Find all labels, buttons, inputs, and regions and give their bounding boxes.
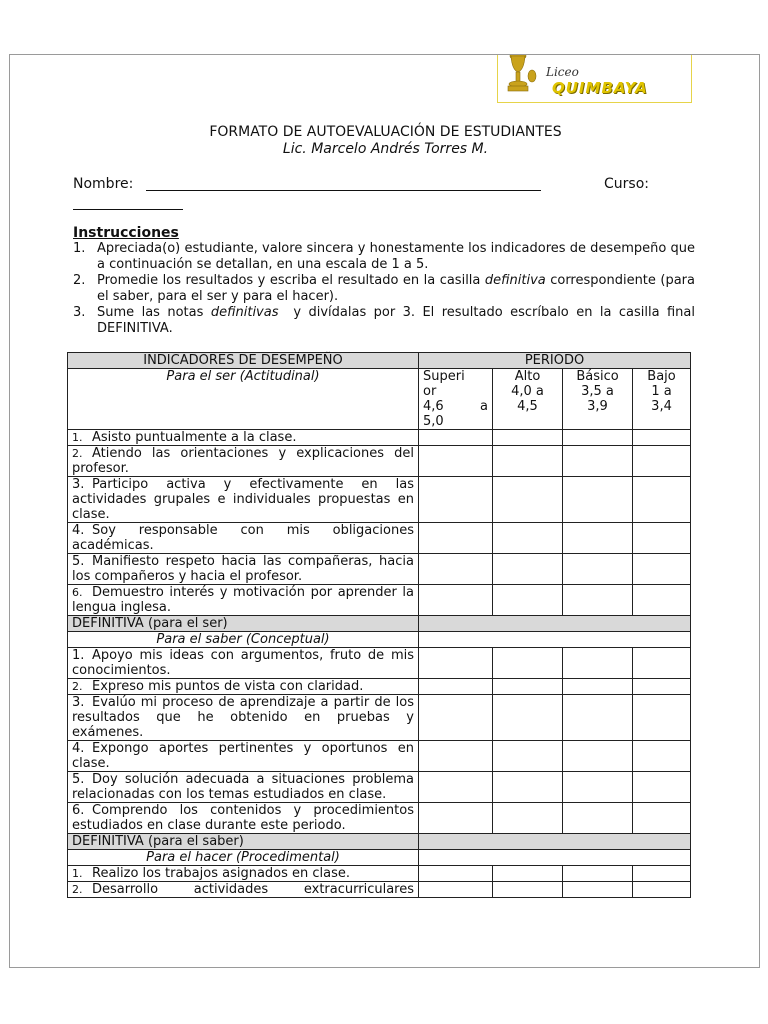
score-cell[interactable] [493,554,563,585]
score-cell[interactable] [633,866,691,882]
curso-label: Curso: [604,176,649,192]
score-cell[interactable] [563,679,633,695]
score-cell[interactable] [633,882,691,898]
score-cell[interactable] [633,523,691,554]
table-header-row [68,353,691,369]
instruction-item: 3. Sume las notas definitivas y divídalas por 3. El resultado escríbalo en la casilla final DEFINITIVA. [73,305,700,336]
table-row: 1. Realizo los trabajos asignados en clase. [68,866,691,882]
score-cell[interactable] [563,866,633,882]
score-cell[interactable] [633,430,691,446]
score-cell[interactable] [563,695,633,741]
score-cell[interactable] [493,882,563,898]
table-row: 3. Evalúo mi proceso de aprendizaje a partir de los resultados que he obtenido en pruebas y exámenes. [68,695,691,741]
score-cell[interactable] [493,585,563,616]
score-cell[interactable] [563,446,633,477]
score-cell[interactable] [419,554,493,585]
logo-text-small: Liceo [546,65,579,79]
grade-bajo: Bajo 1 a 3,4 [633,369,691,430]
section-row-saber [68,632,691,648]
table-row: 3. Participo activa y efectivamente en las actividades grupales e individuales propuestas en clase. [68,477,691,523]
grade-basico: Básico 3,5 a 3,9 [563,369,633,430]
page-subtitle: Lic. Marcelo Andrés Torres M. [282,141,489,157]
table-row: 4. Expongo aportes pertinentes y oportunos en clase. [68,741,691,772]
evaluation-table [67,352,691,898]
score-cell[interactable] [633,446,691,477]
score-cell[interactable] [563,882,633,898]
instructions-heading: Instrucciones [73,225,179,241]
definitiva-score-saber[interactable] [419,834,691,850]
score-cell[interactable] [419,866,493,882]
score-cell[interactable] [563,772,633,803]
score-cell[interactable] [633,695,691,741]
score-cell[interactable] [563,554,633,585]
score-cell[interactable] [419,741,493,772]
score-cell[interactable] [493,866,563,882]
instructions-list [73,241,700,337]
score-cell[interactable] [419,648,493,679]
score-cell[interactable] [563,477,633,523]
table-row: 2. Expreso mis puntos de vista con claridad. [68,679,691,695]
score-cell[interactable] [633,648,691,679]
score-cell[interactable] [563,585,633,616]
table-row: 4. Soy responsable con mis obligaciones académicas. [68,523,691,554]
table-row: 5. Manifiesto respeto hacia las compañeras, hacia los compañeros y hacia el profesor. [68,554,691,585]
score-cell[interactable] [563,803,633,834]
grade-superior: Superi or 4,6 a 5,0 [419,369,493,430]
table-row: 2. Atiendo las orientaciones y explicaciones del profesor. [68,446,691,477]
logo-text-big: QUIMBAYA [552,79,648,97]
instruction-item: 1. Apreciada(o) estudiante, valore sincera y honestamente los indicadores de desempeño que a continuación se detallan, en una escala de 1 a 5. [73,241,695,272]
grade-alto: Alto 4,0 a 4,5 [493,369,563,430]
score-cell[interactable] [493,523,563,554]
score-cell[interactable] [563,648,633,679]
score-cell[interactable] [633,585,691,616]
definitiva-label-ser: DEFINITIVA (para el ser) [68,616,419,632]
section-heading-ser: Para el ser (Actitudinal) [68,369,419,430]
score-cell[interactable] [493,741,563,772]
curso-field[interactable] [73,209,183,210]
table-row: 1. Apoyo mis ideas con argumentos, fruto de mis conocimientos. [68,648,691,679]
score-cell[interactable] [493,679,563,695]
table-row: 1. Asisto puntualmente a la clase. [68,430,691,446]
score-cell[interactable] [633,803,691,834]
score-cell[interactable] [633,741,691,772]
score-cell[interactable] [493,695,563,741]
score-cell[interactable] [493,648,563,679]
section-heading-hacer: Para el hacer (Procedimental) [68,850,419,866]
nombre-field[interactable] [146,190,541,191]
score-cell[interactable] [419,585,493,616]
score-cell[interactable] [419,446,493,477]
document-page [9,54,760,968]
score-cell[interactable] [493,430,563,446]
score-cell[interactable] [419,803,493,834]
table-row: 6. Comprendo los contenidos y procedimientos estudiados en clase durante este periodo. [68,803,691,834]
score-cell[interactable] [563,430,633,446]
score-cell[interactable] [493,446,563,477]
section-row-hacer [68,850,691,866]
nombre-label: Nombre: [73,176,134,192]
definitiva-row-ser [68,616,691,632]
score-cell[interactable] [419,882,493,898]
score-cell[interactable] [633,554,691,585]
score-cell[interactable] [419,772,493,803]
definitiva-score-ser[interactable] [419,616,691,632]
score-cell[interactable] [419,679,493,695]
definitiva-row-saber [68,834,691,850]
definitiva-label-saber: DEFINITIVA (para el saber) [68,834,419,850]
score-cell[interactable] [493,477,563,523]
table-row: 2. Desarrollo actividades extracurriculares [68,882,691,898]
score-cell[interactable] [419,477,493,523]
score-cell[interactable] [493,772,563,803]
score-cell[interactable] [563,523,633,554]
table-row: 6. Demuestro interés y motivación por aprender la lengua inglesa. [68,585,691,616]
score-cell[interactable] [563,741,633,772]
score-cell[interactable] [633,772,691,803]
score-cell[interactable] [419,523,493,554]
column-header-indicadores: INDICADORES DE DESEMPEÑO [68,353,419,369]
page-title: FORMATO DE AUTOEVALUACIÓN DE ESTUDIANTES [209,124,562,140]
grade-scale-row [68,369,691,430]
instruction-item: 2. Promedie los resultados y escriba el resultado en la casilla definitiva correspondiente (para el saber, para el ser y para el hacer). [73,273,695,304]
column-header-periodo: PERIODO [419,353,691,369]
score-cell[interactable] [419,430,493,446]
score-cell[interactable] [419,695,493,741]
table-row: 5. Doy solución adecuada a situaciones problema relacionadas con los temas estudiados en clase. [68,772,691,803]
score-cell[interactable] [493,803,563,834]
section-heading-saber: Para el saber (Conceptual) [68,632,419,648]
score-cell[interactable] [633,477,691,523]
score-cell[interactable] [633,679,691,695]
